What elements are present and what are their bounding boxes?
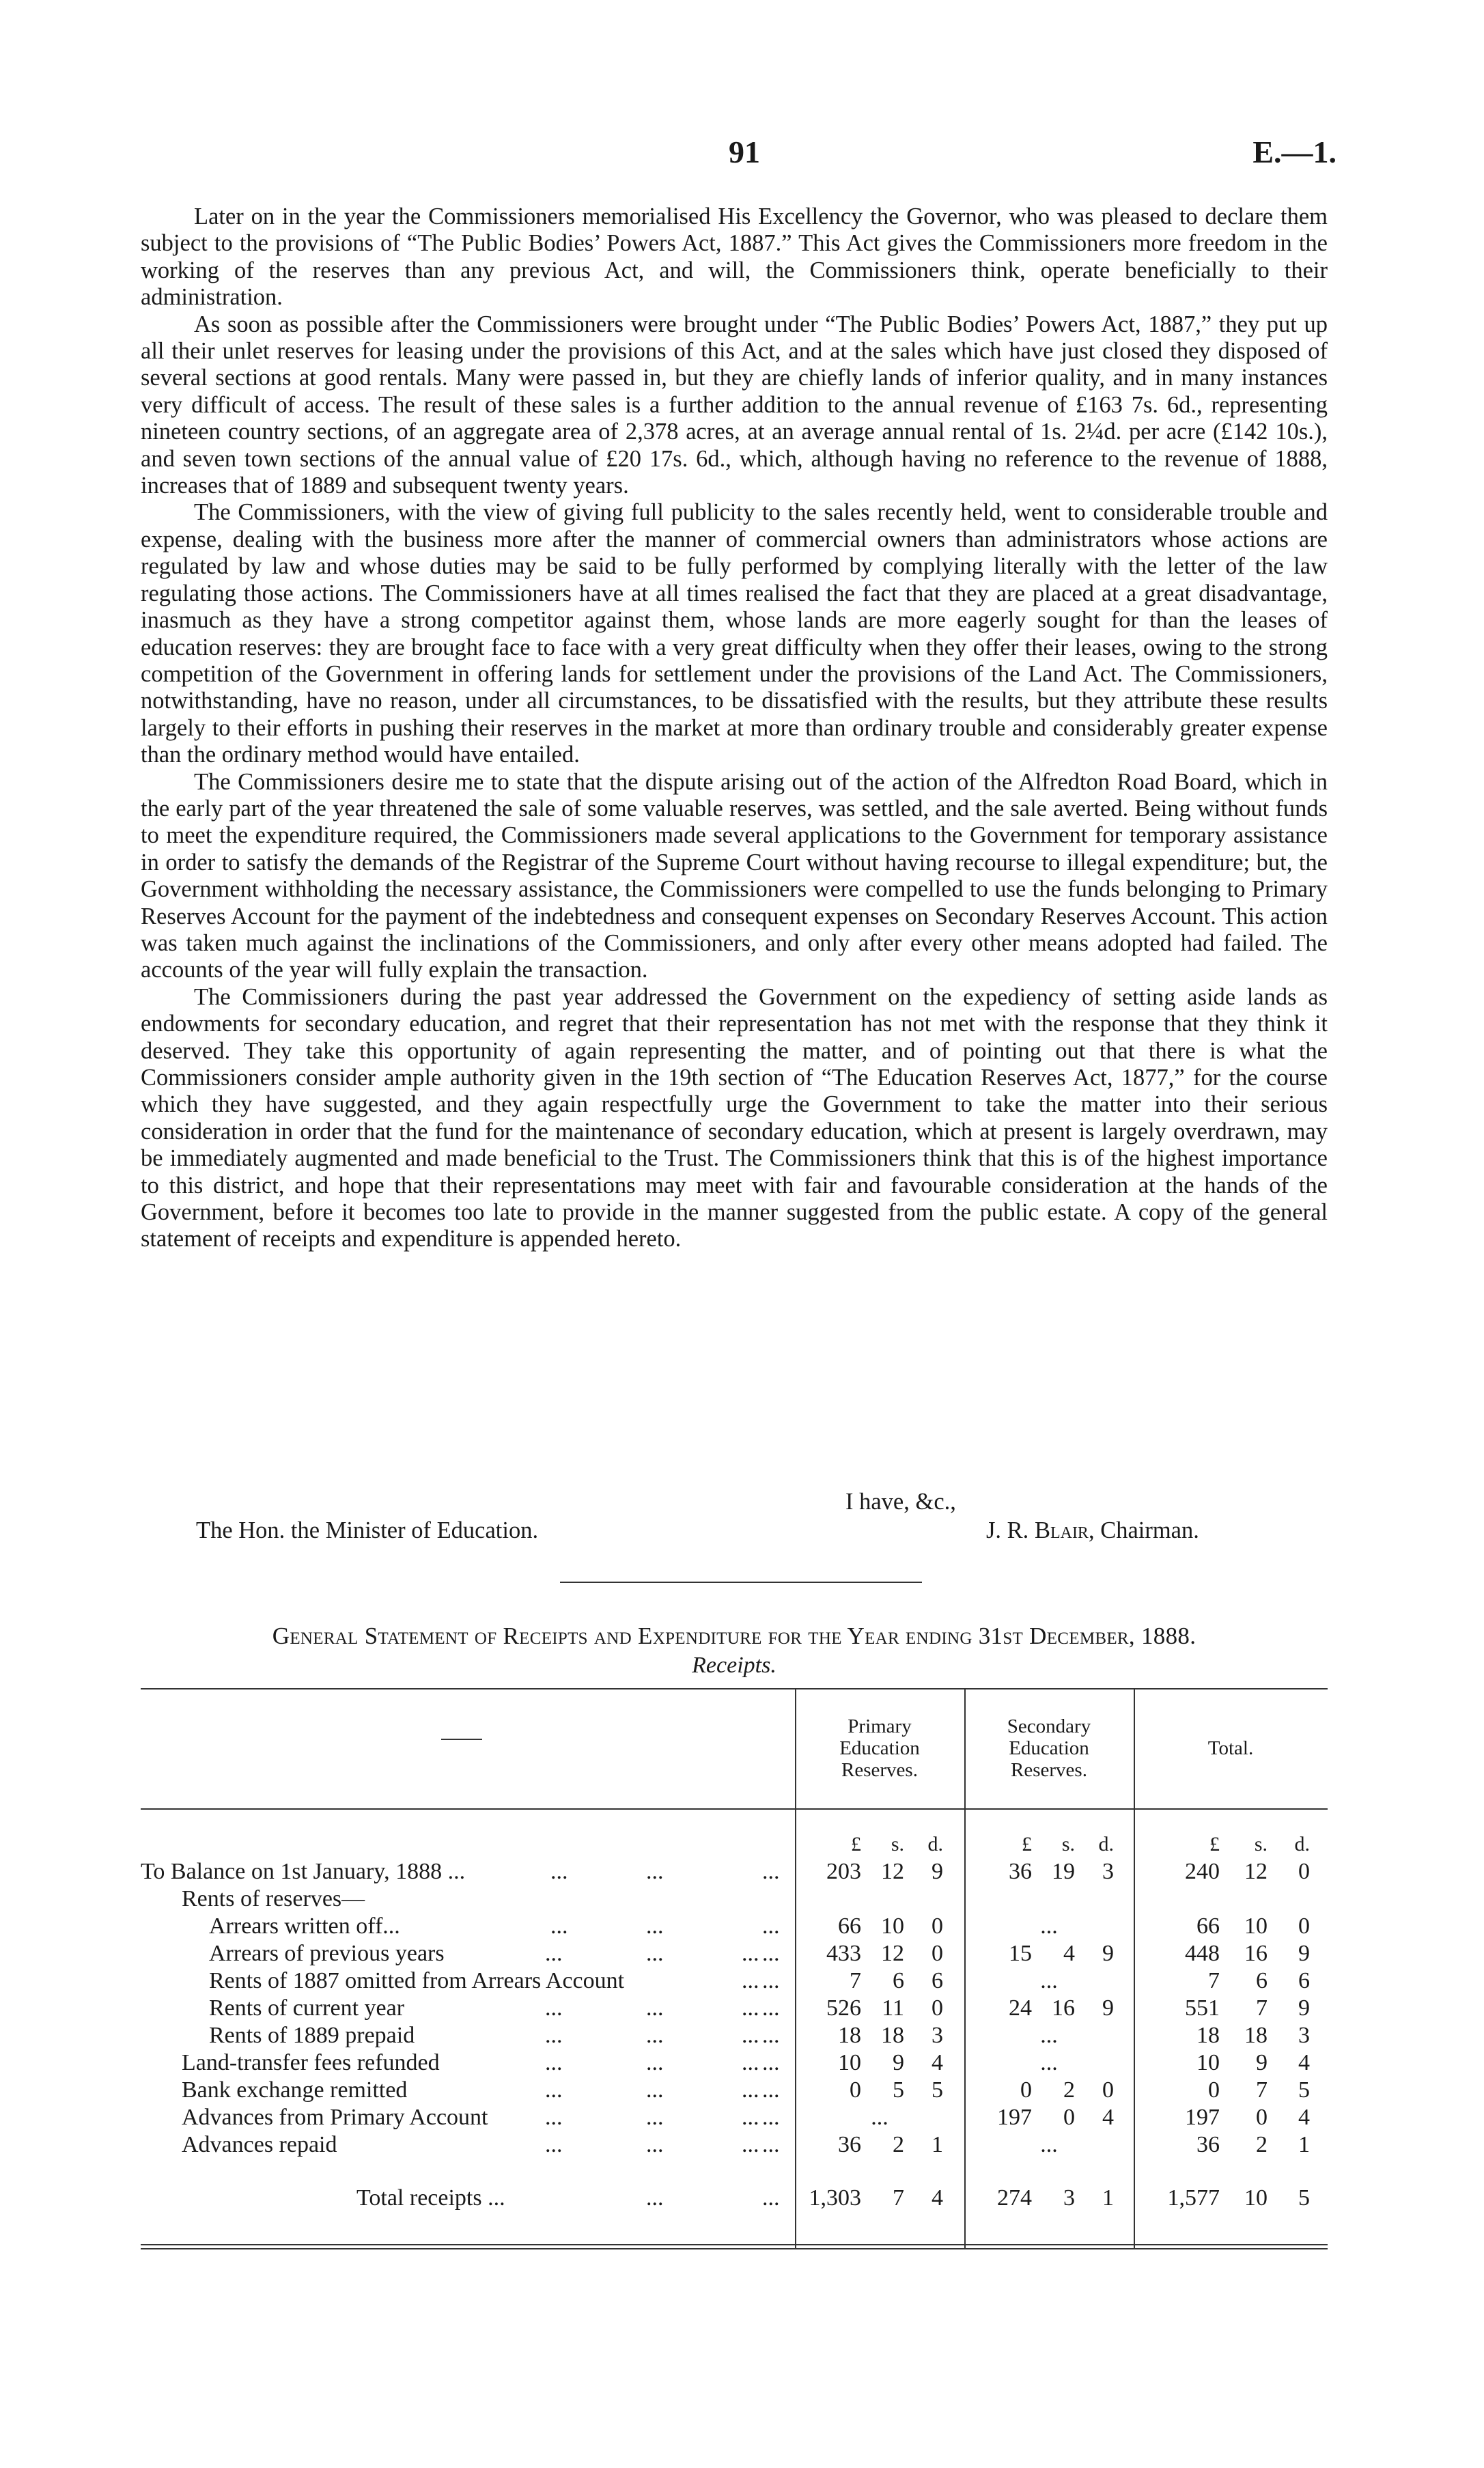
table-bottom-rule	[141, 2244, 1328, 2245]
leader-dots: ...	[762, 1913, 780, 1939]
total-pounds-value: 240	[1185, 1859, 1220, 1884]
leader-dots: ...	[742, 2023, 759, 2048]
paragraph: The Commissioners desire me to state that the dispute arising out of the action of the Alfredton Road Board, which in the early part of the year threatened the sale of some valuable reserves, was settled, and the sale averted. Being without funds to meet the expenditure required, the Commissioners made several applications to the Government for temporary assistance in order to satisfy the demands of the Registrar of the Supreme Court without having recourse to illegal expenditure; but, the Government withholding the necessary assistance, the Commissioners were compelled to use the funds belonging to Primary Reserves Account for the payment of the indebtedness and consequent expenses on Secondary Reserves Account. This action was taken much against the inclinations of the Commissioners, and only after every other means adopted had failed. The accounts of the year will fully explain the transaction.	[141, 768, 1328, 983]
table-row	[141, 2050, 1328, 2077]
secondary-shillings-value: 3	[1063, 2185, 1075, 2211]
secondary-empty-cell: ...	[1040, 2023, 1058, 2048]
primary-shillings-value: 18	[881, 2023, 904, 2048]
leader-dots: ...	[762, 2023, 780, 2048]
total-pounds-value: 66	[1196, 1913, 1220, 1939]
row-label: Rents of reserves—	[182, 1886, 365, 1911]
secondary-pounds-value: 15	[1009, 1941, 1032, 1966]
secondary-column-header: Secondary Education Reserves.	[1007, 1715, 1091, 1781]
total-pounds-value: 7	[1208, 1968, 1220, 1993]
leader-dots: ...	[646, 2105, 664, 2130]
leader-dots: ...	[545, 2132, 563, 2157]
table-row	[141, 1859, 1328, 1886]
secondary-empty-cell: ...	[1040, 2050, 1058, 2075]
total-pounds-value: 448	[1185, 1941, 1220, 1966]
table-row	[141, 2077, 1328, 2105]
total-pence-value: 5	[1298, 2077, 1310, 2103]
row-label: Advances from Primary Account	[182, 2105, 488, 2130]
table-top-rule	[141, 1688, 1328, 1689]
leader-dots: ...	[646, 2050, 664, 2075]
primary-shillings-value: 10	[881, 1913, 904, 1939]
table-row	[141, 1995, 1328, 2023]
page-number: 91	[729, 135, 760, 169]
total-pounds-value: 197	[1185, 2105, 1220, 2130]
leader-dots: ...	[545, 2050, 563, 2075]
primary-pounds-value: 1,303	[809, 2185, 861, 2211]
leader-dots: ...	[646, 2185, 664, 2211]
primary-pounds-value: 203	[826, 1859, 861, 1884]
total-pounds-value: 18	[1196, 2023, 1220, 2048]
secondary-pounds-value: 0	[1020, 2077, 1032, 2103]
leader-dots: ...	[545, 2077, 563, 2103]
total-shillings-value: 12	[1244, 1859, 1268, 1884]
paragraph: The Commissioners, with the view of giving full publicity to the sales recently held, went to considerable trouble and expense, dealing with the business more after the manner of commercial owners than administrators whose actions are regulated by law and whose duties may be said to be fully performed by complying literally with the letter of the law regulating those actions. The Commissioners have at all times realised the fact that they are placed at a great disadvantage, inasmuch as they have a strong competitor against them, whose lands are more eagerly sought for than the leases of education reserves: they are brought face to face with a very great difficulty when they offer their leases, owing to the strong competition of the Government in offering lands for settlement under the provisions of the Land Act. The Commissioners, notwithstanding, have no reason, under all circumstances, to be dissatisfied with the results, but they attribute these results largely to their efforts in pushing their reserves in the market at more than ordinary trouble and considerably greater expense than the ordinary method would have entailed.	[141, 499, 1328, 768]
unit-shillings: s.	[1254, 1833, 1268, 1855]
signatory-initials: J. R.	[986, 1517, 1029, 1543]
row-label: Arrears written off...	[209, 1913, 400, 1939]
leader-dots: ...	[742, 2050, 759, 2075]
table-bottom-rule-double	[141, 2248, 1328, 2249]
table-row	[141, 2023, 1328, 2050]
leader-dots: ...	[742, 2077, 759, 2103]
total-shillings-value: 2	[1256, 2132, 1268, 2157]
row-label: Land-transfer fees refunded	[182, 2050, 440, 2075]
total-column-header: Total.	[1207, 1737, 1254, 1759]
row-label: Advances repaid	[182, 2132, 337, 2157]
primary-shillings-value: 12	[881, 1941, 904, 1966]
section-divider	[560, 1582, 922, 1583]
secondary-pence-value: 1	[1102, 2185, 1114, 2211]
table-row	[141, 2132, 1328, 2159]
row-label: Rents of current year	[209, 1995, 405, 2021]
total-pence-value: 5	[1298, 2185, 1310, 2211]
total-shillings-value: 0	[1256, 2105, 1268, 2130]
total-pounds-value: 10	[1196, 2050, 1220, 2075]
signature-block	[986, 1517, 1199, 1544]
secondary-pence-value: 0	[1102, 2077, 1114, 2103]
total-receipts-row	[141, 2185, 1328, 2213]
leader-dots: ...	[646, 2132, 664, 2157]
primary-shillings-value: 2	[893, 2132, 904, 2157]
total-pence-value: 9	[1298, 1995, 1310, 2021]
primary-shillings-value: 7	[893, 2185, 904, 2211]
secondary-shillings-value: 19	[1052, 1859, 1075, 1884]
primary-pounds-value: 526	[826, 1995, 861, 2021]
total-shillings-value: 9	[1256, 2050, 1268, 2075]
primary-pounds-value: 36	[838, 2132, 861, 2157]
total-pounds-value: 1,577	[1167, 2185, 1220, 2211]
primary-pounds-value: 433	[826, 1941, 861, 1966]
secondary-pence-value: 9	[1102, 1941, 1114, 1966]
primary-pence-value: 6	[932, 1968, 943, 1993]
leader-dots: ...	[742, 1968, 759, 1993]
primary-column-header: Primary Education Reserves.	[839, 1715, 920, 1781]
primary-pence-value: 0	[932, 1913, 943, 1939]
leader-dots: ...	[742, 2132, 759, 2157]
primary-pence-value: 1	[932, 2132, 943, 2157]
primary-empty-cell: ...	[871, 2105, 888, 2130]
total-pounds-value: 551	[1185, 1995, 1220, 2021]
unit-shillings: s.	[1061, 1833, 1075, 1855]
primary-pounds-value: 0	[850, 2077, 861, 2103]
leader-dots: ...	[762, 1995, 780, 2021]
leader-dots: ...	[762, 2185, 780, 2211]
row-label: Rents of 1889 prepaid	[209, 2023, 415, 2048]
primary-pence-value: 3	[932, 2023, 943, 2048]
total-pence-value: 4	[1298, 2050, 1310, 2075]
receipts-table	[141, 1688, 1328, 2248]
letter-body	[141, 204, 1328, 1253]
primary-pence-value: 9	[932, 1859, 943, 1884]
primary-pounds-value: 18	[838, 2023, 861, 2048]
total-shillings-value: 10	[1244, 2185, 1268, 2211]
paragraph: The Commissioners during the past year addressed the Government on the expediency of setting aside lands as endowments for secondary education, and regret that their representation has not met with the response that they think it deserved. They take this opportunity of again representing the matter, and of pointing out that there is what the Commissioners consider ample authority given in the 19th section of “The Education Reserves Act, 1877,” for the course which they have suggested, and they again respectfully urge the Government to take the matter into their serious consideration in order that the fund for the maintenance of secondary education, which at present is largely overdrawn, may be immediately augmented and made beneficial to the Trust. The Commissioners think that this is of the highest importance to this district, and hope that their representations may meet with fair and favourable consideration at the hands of the Government, before it becomes too late to provide in the manner suggested from the public estate. A copy of the general statement of receipts and expenditure is appended hereto.	[141, 983, 1328, 1252]
secondary-pence-value: 3	[1102, 1859, 1114, 1884]
leader-dots: ...	[646, 1859, 664, 1884]
leader-dots: ...	[762, 1968, 780, 1993]
primary-shillings-value: 5	[893, 2077, 904, 2103]
primary-pence-value: 0	[932, 1941, 943, 1966]
unit-pounds: £	[1022, 1833, 1032, 1855]
leader-dots: ...	[545, 1941, 563, 1966]
total-shillings-value: 16	[1244, 1941, 1268, 1966]
statement-title: General Statement of Receipts and Expenditure for the Year ending 31st December, 1888.	[272, 1623, 1196, 1649]
unit-shillings: s.	[891, 1833, 904, 1855]
secondary-pounds-value: 36	[1009, 1859, 1032, 1884]
leader-dots: ...	[762, 2077, 780, 2103]
primary-pounds-value: 10	[838, 2050, 861, 2075]
leader-dots: ...	[762, 1941, 780, 1966]
table-row	[141, 1913, 1328, 1941]
leader-dots: ...	[762, 2050, 780, 2075]
leader-dots: ...	[550, 1859, 568, 1884]
primary-pence-value: 4	[932, 2185, 943, 2211]
total-pence-value: 0	[1298, 1913, 1310, 1939]
leader-dots: ...	[742, 2105, 759, 2130]
leader-dots: ...	[762, 2132, 780, 2157]
table-row	[141, 1968, 1328, 1995]
leader-dots: ...	[762, 1859, 780, 1884]
total-shillings-value: 18	[1244, 2023, 1268, 2048]
paragraph: Later on in the year the Commissioners memorialised His Excellency the Governor, who was pleased to declare them subject to the provisions of “The Public Bodies’ Powers Act, 1887.” This Act gives the Commissioners more freedom in the working of the reserves than any previous Act, and will, the Commissioners think, operate beneficially to their administration.	[141, 204, 1328, 311]
primary-shillings-value: 12	[881, 1859, 904, 1884]
leader-dots: ...	[742, 1995, 759, 2021]
total-shillings-value: 6	[1256, 1968, 1268, 1993]
primary-pence-value: 5	[932, 2077, 943, 2103]
leader-dots: ...	[646, 2077, 664, 2103]
primary-shillings-value: 11	[882, 1995, 904, 2021]
total-shillings-value: 10	[1244, 1913, 1268, 1939]
salutation: I have, &c.,	[845, 1489, 956, 1515]
leader-dots: ...	[646, 1941, 664, 1966]
secondary-pence-value: 4	[1102, 2105, 1114, 2130]
total-pence-value: 6	[1298, 1968, 1310, 1993]
total-pence-value: 4	[1298, 2105, 1310, 2130]
document-reference: E.—1.	[1252, 135, 1336, 169]
total-shillings-value: 7	[1256, 2077, 1268, 2103]
paragraph: As soon as possible after the Commissioners were brought under “The Public Bodies’ Powers Act, 1887,” they put up all their unlet reserves for leasing under the provisions of this Act, and at the sales which have just closed they disposed of several sections at good rentals. Many were passed in, but they are chiefly lands of inferior quality, and in many instances very difficult of access. The result of these sales is a further addition to the annual revenue of £163 7s. 6d., representing nineteen country sections, of an aggregate area of 2,378 acres, at an average annual rental of 1s. 2¼d. per acre (£142 10s.), and seven town sections of the annual value of £20 17s. 6d., which, although having no reference to the revenue of 1888, increases that of 1889 and subsequent twenty years.	[141, 311, 1328, 499]
leader-dots: ...	[646, 1913, 664, 1939]
leader-dots: ...	[646, 1995, 664, 2021]
row-label: Rents of 1887 omitted from Arrears Account	[209, 1968, 625, 1993]
unit-pounds: £	[851, 1833, 861, 1855]
total-pence-value: 9	[1298, 1941, 1310, 1966]
secondary-empty-cell: ...	[1040, 2132, 1058, 2157]
secondary-pounds-value: 274	[997, 2185, 1032, 2211]
signatory-name: Blair	[1034, 1517, 1089, 1543]
secondary-shillings-value: 0	[1063, 2105, 1075, 2130]
leader-dots: ...	[646, 2023, 664, 2048]
total-pence-value: 0	[1298, 1859, 1310, 1884]
primary-pounds-value: 66	[838, 1913, 861, 1939]
row-label: Arrears of previous years	[209, 1941, 445, 1966]
total-label: Total receipts ...	[356, 2185, 505, 2211]
unit-pence: d.	[1098, 1833, 1114, 1855]
leader-dots: ...	[762, 2105, 780, 2130]
signatory-title: , Chairman.	[1088, 1517, 1199, 1543]
leader-dots: ...	[545, 2105, 563, 2130]
primary-shillings-value: 9	[893, 2050, 904, 2075]
table-row	[141, 1941, 1328, 1968]
addressee: The Hon. the Minister of Education.	[196, 1517, 539, 1543]
statement-subtitle: Receipts.	[692, 1653, 776, 1678]
total-pence-value: 1	[1298, 2132, 1310, 2157]
primary-shillings-value: 6	[893, 1968, 904, 1993]
total-pence-value: 3	[1298, 2023, 1310, 2048]
primary-pence-value: 4	[932, 2050, 943, 2075]
header-bottom-rule	[141, 1808, 1328, 1810]
total-shillings-value: 7	[1256, 1995, 1268, 2021]
total-pounds-value: 0	[1208, 2077, 1220, 2103]
row-label: To Balance on 1st January, 1888 ...	[141, 1859, 466, 1884]
secondary-shillings-value: 2	[1063, 2077, 1075, 2103]
leader-dots: ...	[545, 1995, 563, 2021]
secondary-pounds-value: 197	[997, 2105, 1032, 2130]
secondary-empty-cell: ...	[1040, 1968, 1058, 1993]
leader-dots: ...	[742, 1941, 759, 1966]
table-row	[141, 2105, 1328, 2132]
row-label: Bank exchange remitted	[182, 2077, 408, 2103]
unit-pence: d.	[1294, 1833, 1310, 1855]
secondary-pounds-value: 24	[1009, 1995, 1032, 2021]
unit-pounds: £	[1209, 1833, 1220, 1855]
description-column-header	[441, 1739, 482, 1740]
total-pounds-value: 36	[1196, 2132, 1220, 2157]
unit-pence: d.	[927, 1833, 943, 1855]
secondary-shillings-value: 16	[1052, 1995, 1075, 2021]
leader-dots: ...	[545, 2023, 563, 2048]
secondary-shillings-value: 4	[1063, 1941, 1075, 1966]
primary-pence-value: 0	[932, 1995, 943, 2021]
secondary-empty-cell: ...	[1040, 1913, 1058, 1939]
secondary-pence-value: 9	[1102, 1995, 1114, 2021]
leader-dots: ...	[550, 1913, 568, 1939]
primary-pounds-value: 7	[850, 1968, 861, 1993]
table-row	[141, 1886, 1328, 1913]
